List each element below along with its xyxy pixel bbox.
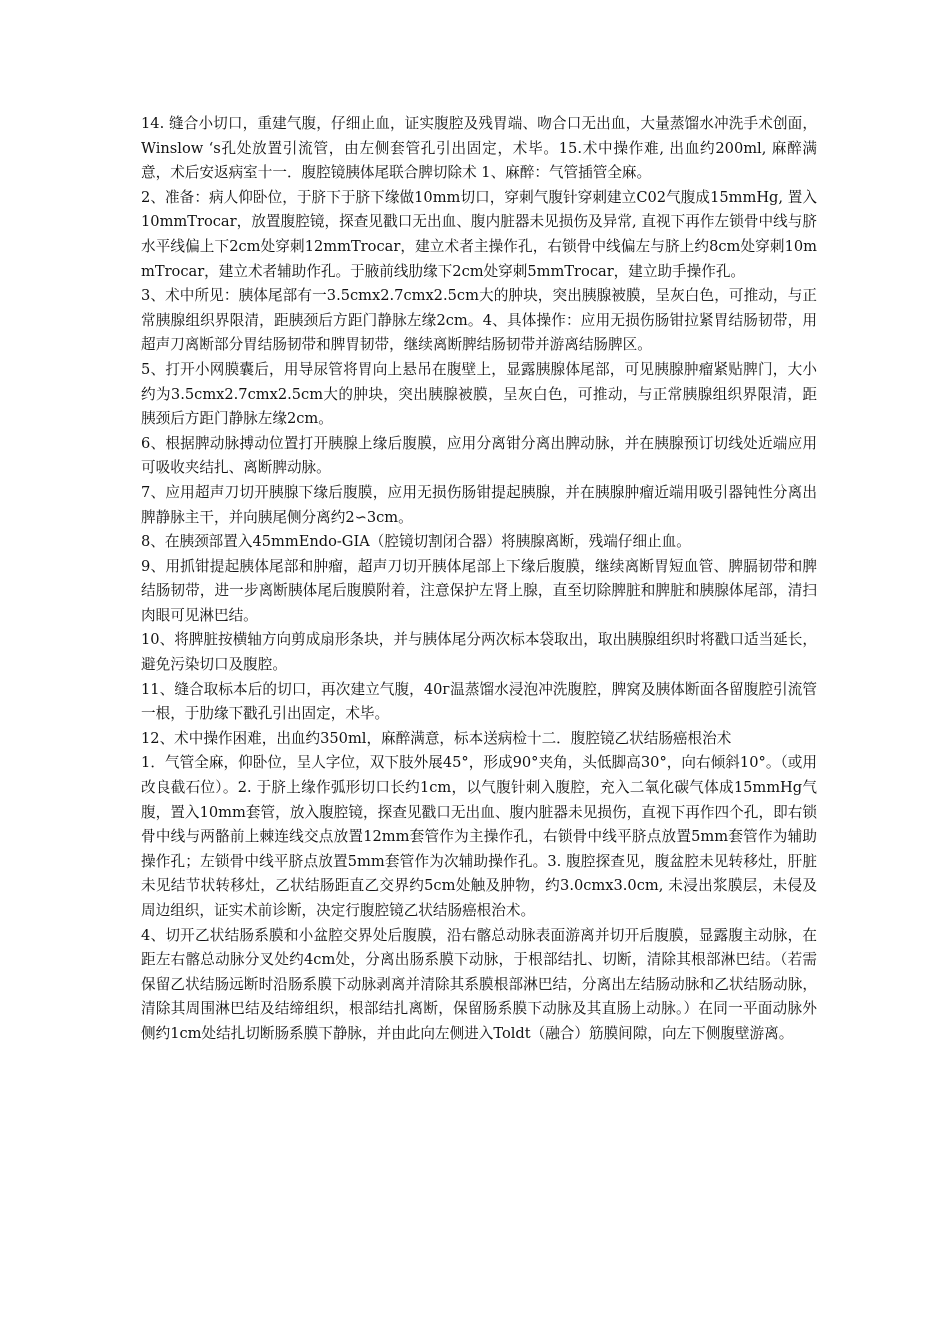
paragraph: 3、术中所见：胰体尾部有一3.5cmx2.7cmx2.5cm大的肿块，突出胰腺被膜，呈灰白色，可推动，与正常胰腺组织界限清，距胰颈后方距门静脉左缘2cm。4、具体操作：应用无损伤肠钳拉紧胃结肠韧带，用超声刀离断部分胃结肠韧带和脾胃韧带，继续离断脾结肠韧带并游离结肠脾区。	[141, 287, 817, 354]
paragraph: 6、根据脾动脉搏动位置打开胰腺上缘后腹膜，应用分离钳分离出脾动脉，并在胰腺预订切线处近端应用可吸收夹结扎、离断脾动脉。	[141, 434, 817, 477]
paragraph: 11、缝合取标本后的切口，再次建立气腹，40г温蒸馏水浸泡冲洗腹腔，脾窝及胰体断面各留腹腔引流管一根，于肋缘下戳孔引出固定，术毕。	[141, 680, 817, 723]
paragraph: 9、用抓钳提起胰体尾部和肿瘤，超声刀切开胰体尾部上下缘后腹膜，继续离断胃短血管、脾膈韧带和脾结肠韧带，进一步离断胰体尾后腹膜附着，注意保护左肾上腺，直至切除脾脏和脾脏和胰腺体尾部，清扫肉眼可见淋巴结。	[141, 557, 817, 624]
paragraph: 5、打开小网膜囊后，用导尿管将胃向上悬吊在腹壁上，显露胰腺体尾部，可见胰腺肿瘤紧贴脾门，大小约为3.5cmx2.7cmx2.5cm大的肿块，突出胰腺被膜，呈灰白色，可推动，与正常胰腺组织界限清，距胰颈后方距门静脉左缘2cm。	[141, 360, 817, 428]
paragraph: 8、在胰颈部置入45mmEndo-GIA（腔镜切割闭合器）将胰腺离断，残端仔细止血。	[141, 533, 691, 551]
document-body	[141, 112, 817, 1047]
paragraph: 14. 缝合小切口，重建气腹，仔细止血，证实腹腔及残胃端、吻合口无出血，大量蒸馏水冲洗手术创面，Winslow ‘s孔处放置引流管，由左侧套管孔引出固定，术毕。15.术中操作难, 出血约200ml, 麻醉满意，术后安返病室十一．腹腔镜胰体尾联合脾切除术 1、麻醉：气管插管全麻。	[141, 115, 817, 182]
paragraph: 7、应用超声刀切开胰腺下缘后腹膜，应用无损伤肠钳提起胰腺，并在胰腺肿瘤近端用吸引器钝性分离出脾静脉主干，并向胰尾侧分离约2∽3cm。	[141, 483, 817, 526]
paragraph: 2、准备：病人仰卧位，于脐下于脐下缘做10mm切口，穿刺气腹针穿刺建立C02气腹成15mmHg, 置入10mmTrocar，放置腹腔镜，探查见戳口无出血、腹内脏器未见损伤及异常, 直视下再作左锁骨中线与脐水平线偏上下2cm处穿刺12mmTrocar，建立术者主操作孔，右锁骨中线偏左与脐上约8cm处穿刺10mmTrocar，建立术者辅助作孔。于腋前线肋缘下2cm处穿刺5mmTrocar，建立助手操作孔。	[141, 188, 817, 280]
paragraph: 4、切开乙状结肠系膜和小盆腔交界处后腹膜，沿右髂总动脉表面游离并切开后腹膜，显露腹主动脉，在距左右髂总动脉分叉处约4cm处，分离出肠系膜下动脉，于根部结扎、切断，清除其根部淋巴结。（若需保留乙状结肠远断时沿肠系膜下动脉剥离并清除其系膜根部淋巴结，分离出左结肠动脉和乙状结肠动脉，清除其周围淋巴结及结缔组织，根部结扎离断，保留肠系膜下动脉及其直肠上动脉。）在同一平面动脉外侧约1cm处结扎切断肠系膜下静脉，并由此向左侧进入Toldt（融合）筋膜间隙，向左下侧腹壁游离。	[141, 926, 817, 1042]
paragraph: 12、术中操作困难，出血约350ml，麻醉满意，标本送病检十二．腹腔镜乙状结肠癌根治术	[141, 729, 732, 747]
paragraph: 10、将脾脏按横轴方向剪成扇形条块，并与胰体尾分两次标本袋取出，取出胰腺组织时将戳口适当延长，避免污染切口及腹腔。	[141, 631, 817, 674]
paragraph: 1．气管全麻，仰卧位，呈人字位，双下肢外展45°，形成90°夹角，头低脚高30°，向右倾斜10°。（或用改良截石位）。2. 于脐上缘作弧形切口长约1cm，以气腹针刺入腹腔，充入二氧化碳气体成15mmHg气腹，置入10mm套管，放入腹腔镜，探查见戳口无出血、腹内脏器未见损伤，直视下再作四个孔，即右锁骨中线与两骼前上棘连线交点放置12mm套管作为主操作孔，右锁骨中线平脐点放置5mm套管作为辅助操作孔；左锁骨中线平脐点放置5mm套管作为次辅助操作孔。3. 腹腔探查见，腹盆腔未见转移灶，肝脏未见结节状转移灶，乙状结肠距直乙交界约5cm处触及肿物，约3.0cmx3.0cm, 未浸出浆膜层，未侵及周边组织，证实术前诊断，决定行腹腔镜乙状结肠癌根治术。	[141, 754, 817, 919]
